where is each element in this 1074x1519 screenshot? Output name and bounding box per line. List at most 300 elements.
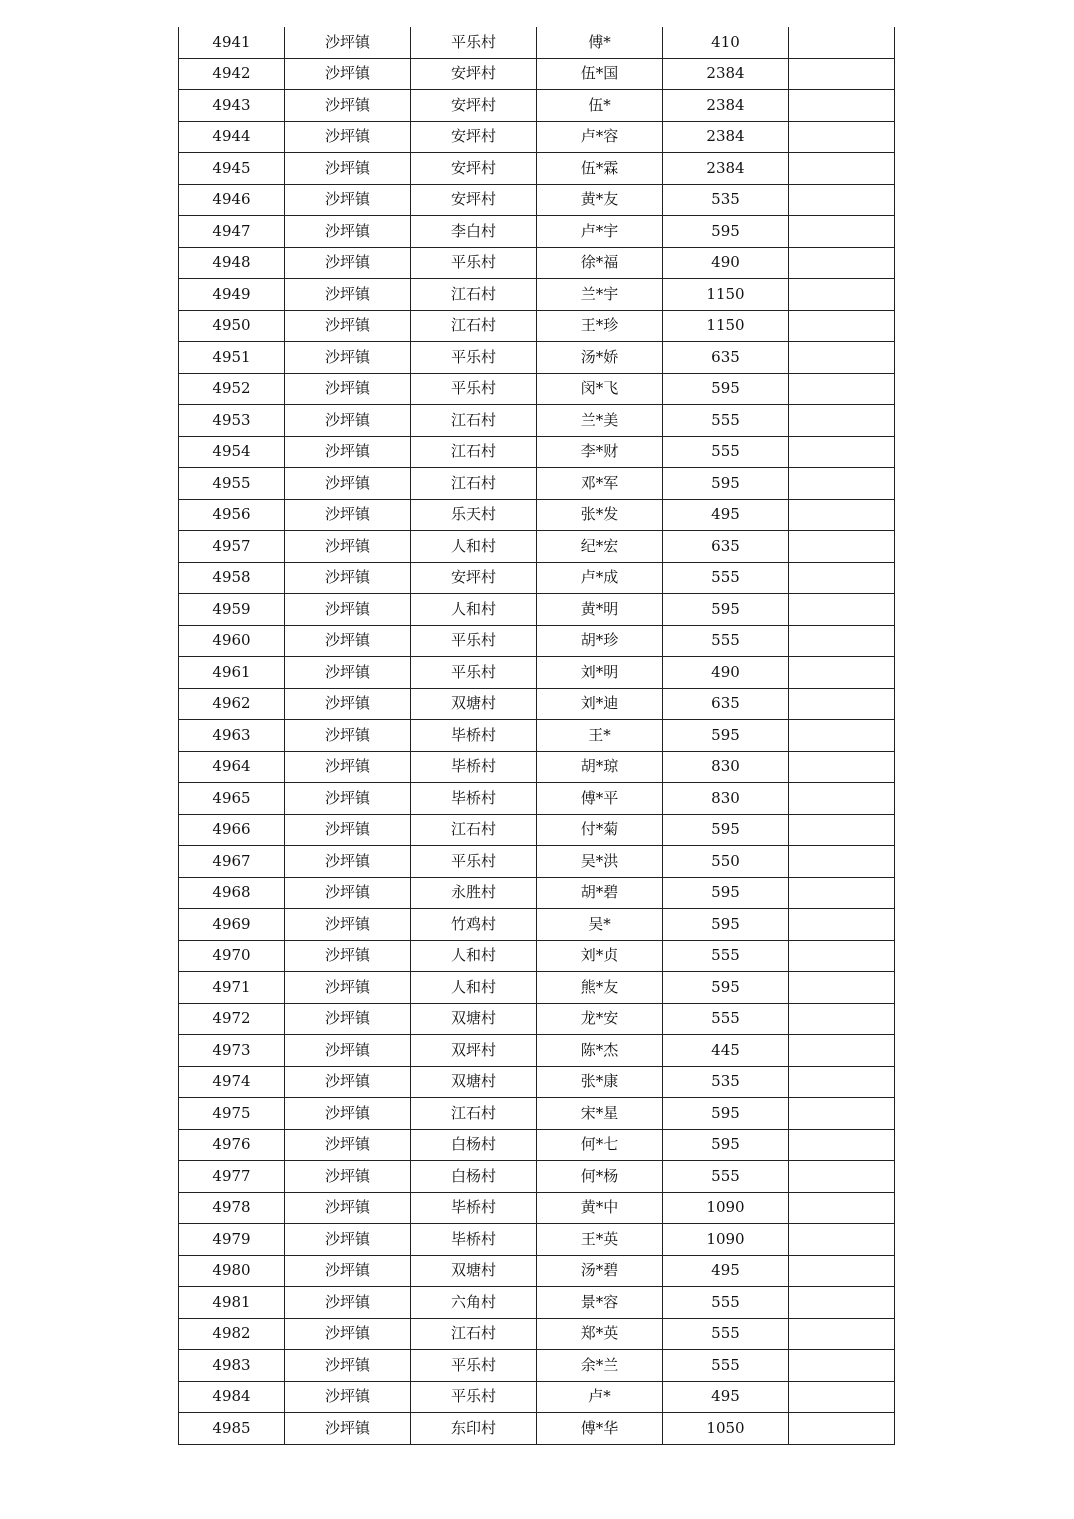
cell-serial-number: 4959 xyxy=(179,594,285,626)
cell-amount: 495 xyxy=(663,1381,789,1413)
cell-village: 毕桥村 xyxy=(411,720,537,752)
cell-note xyxy=(789,1035,895,1067)
cell-town: 沙坪镇 xyxy=(285,657,411,689)
cell-person-name: 吴* xyxy=(537,909,663,941)
cell-person-name: 何*杨 xyxy=(537,1161,663,1193)
cell-person-name: 纪*宏 xyxy=(537,531,663,563)
cell-note xyxy=(789,814,895,846)
cell-town: 沙坪镇 xyxy=(285,216,411,248)
cell-note xyxy=(789,373,895,405)
cell-village: 安坪村 xyxy=(411,90,537,122)
cell-serial-number: 4971 xyxy=(179,972,285,1004)
cell-town: 沙坪镇 xyxy=(285,972,411,1004)
cell-serial-number: 4944 xyxy=(179,121,285,153)
cell-serial-number: 4964 xyxy=(179,751,285,783)
cell-amount: 1050 xyxy=(663,1413,789,1445)
table-row xyxy=(179,1129,895,1161)
table-row xyxy=(179,342,895,374)
cell-village: 人和村 xyxy=(411,940,537,972)
data-table xyxy=(178,27,895,1445)
cell-note xyxy=(789,688,895,720)
cell-note xyxy=(789,468,895,500)
cell-note xyxy=(789,499,895,531)
cell-serial-number: 4962 xyxy=(179,688,285,720)
cell-serial-number: 4951 xyxy=(179,342,285,374)
cell-person-name: 卢* xyxy=(537,1381,663,1413)
cell-village: 江石村 xyxy=(411,1318,537,1350)
cell-town: 沙坪镇 xyxy=(285,751,411,783)
cell-amount: 535 xyxy=(663,1066,789,1098)
cell-person-name: 兰*宇 xyxy=(537,279,663,311)
cell-note xyxy=(789,90,895,122)
cell-village: 双塘村 xyxy=(411,1255,537,1287)
table-row xyxy=(179,909,895,941)
cell-town: 沙坪镇 xyxy=(285,279,411,311)
table-row xyxy=(179,279,895,311)
cell-town: 沙坪镇 xyxy=(285,1224,411,1256)
cell-note xyxy=(789,1413,895,1445)
cell-note xyxy=(789,436,895,468)
cell-town: 沙坪镇 xyxy=(285,1035,411,1067)
cell-village: 人和村 xyxy=(411,594,537,626)
cell-note xyxy=(789,1098,895,1130)
cell-serial-number: 4974 xyxy=(179,1066,285,1098)
cell-person-name: 刘*迪 xyxy=(537,688,663,720)
cell-note xyxy=(789,310,895,342)
cell-amount: 2384 xyxy=(663,121,789,153)
table-row xyxy=(179,751,895,783)
cell-serial-number: 4968 xyxy=(179,877,285,909)
cell-amount: 595 xyxy=(663,972,789,1004)
cell-serial-number: 4942 xyxy=(179,58,285,90)
cell-serial-number: 4976 xyxy=(179,1129,285,1161)
cell-serial-number: 4946 xyxy=(179,184,285,216)
cell-serial-number: 4945 xyxy=(179,153,285,185)
cell-town: 沙坪镇 xyxy=(285,1161,411,1193)
cell-town: 沙坪镇 xyxy=(285,531,411,563)
cell-village: 双塘村 xyxy=(411,1066,537,1098)
table-row xyxy=(179,720,895,752)
table-row xyxy=(179,216,895,248)
cell-person-name: 傅* xyxy=(537,27,663,58)
cell-village: 平乐村 xyxy=(411,373,537,405)
cell-person-name: 何*七 xyxy=(537,1129,663,1161)
table-row xyxy=(179,562,895,594)
cell-amount: 595 xyxy=(663,594,789,626)
cell-village: 安坪村 xyxy=(411,184,537,216)
cell-amount: 555 xyxy=(663,562,789,594)
cell-village: 平乐村 xyxy=(411,1350,537,1382)
cell-town: 沙坪镇 xyxy=(285,846,411,878)
cell-serial-number: 4966 xyxy=(179,814,285,846)
cell-serial-number: 4958 xyxy=(179,562,285,594)
cell-village: 双塘村 xyxy=(411,1003,537,1035)
cell-amount: 1090 xyxy=(663,1224,789,1256)
cell-amount: 2384 xyxy=(663,90,789,122)
cell-note xyxy=(789,751,895,783)
cell-town: 沙坪镇 xyxy=(285,562,411,594)
cell-serial-number: 4949 xyxy=(179,279,285,311)
table-row xyxy=(179,1255,895,1287)
cell-village: 江石村 xyxy=(411,436,537,468)
cell-note xyxy=(789,1287,895,1319)
table-row xyxy=(179,310,895,342)
table-row xyxy=(179,594,895,626)
cell-person-name: 黄*中 xyxy=(537,1192,663,1224)
cell-note xyxy=(789,877,895,909)
cell-town: 沙坪镇 xyxy=(285,405,411,437)
cell-note xyxy=(789,783,895,815)
cell-village: 安坪村 xyxy=(411,58,537,90)
cell-village: 双塘村 xyxy=(411,688,537,720)
table-row xyxy=(179,940,895,972)
cell-amount: 595 xyxy=(663,909,789,941)
cell-amount: 635 xyxy=(663,531,789,563)
cell-serial-number: 4982 xyxy=(179,1318,285,1350)
cell-town: 沙坪镇 xyxy=(285,1413,411,1445)
cell-town: 沙坪镇 xyxy=(285,121,411,153)
cell-person-name: 李*财 xyxy=(537,436,663,468)
cell-amount: 2384 xyxy=(663,58,789,90)
cell-village: 人和村 xyxy=(411,972,537,1004)
cell-village: 江石村 xyxy=(411,310,537,342)
cell-town: 沙坪镇 xyxy=(285,90,411,122)
cell-town: 沙坪镇 xyxy=(285,909,411,941)
cell-amount: 1150 xyxy=(663,279,789,311)
table-row xyxy=(179,58,895,90)
cell-town: 沙坪镇 xyxy=(285,1003,411,1035)
cell-serial-number: 4979 xyxy=(179,1224,285,1256)
cell-person-name: 卢*容 xyxy=(537,121,663,153)
cell-amount: 595 xyxy=(663,373,789,405)
cell-village: 永胜村 xyxy=(411,877,537,909)
cell-amount: 1150 xyxy=(663,310,789,342)
cell-town: 沙坪镇 xyxy=(285,1192,411,1224)
cell-person-name: 胡*琼 xyxy=(537,751,663,783)
cell-serial-number: 4954 xyxy=(179,436,285,468)
cell-amount: 555 xyxy=(663,940,789,972)
cell-note xyxy=(789,247,895,279)
table-row xyxy=(179,247,895,279)
cell-person-name: 伍*霖 xyxy=(537,153,663,185)
cell-note xyxy=(789,562,895,594)
cell-person-name: 王* xyxy=(537,720,663,752)
cell-person-name: 张*发 xyxy=(537,499,663,531)
cell-amount: 410 xyxy=(663,27,789,58)
cell-person-name: 郑*英 xyxy=(537,1318,663,1350)
cell-note xyxy=(789,279,895,311)
cell-serial-number: 4983 xyxy=(179,1350,285,1382)
cell-serial-number: 4981 xyxy=(179,1287,285,1319)
table-row xyxy=(179,972,895,1004)
cell-town: 沙坪镇 xyxy=(285,1255,411,1287)
cell-village: 双坪村 xyxy=(411,1035,537,1067)
cell-village: 江石村 xyxy=(411,814,537,846)
cell-serial-number: 4952 xyxy=(179,373,285,405)
cell-person-name: 胡*珍 xyxy=(537,625,663,657)
cell-serial-number: 4943 xyxy=(179,90,285,122)
cell-amount: 595 xyxy=(663,468,789,500)
cell-person-name: 徐*福 xyxy=(537,247,663,279)
table-row xyxy=(179,405,895,437)
cell-person-name: 汤*碧 xyxy=(537,1255,663,1287)
cell-town: 沙坪镇 xyxy=(285,27,411,58)
cell-village: 人和村 xyxy=(411,531,537,563)
cell-serial-number: 4973 xyxy=(179,1035,285,1067)
table-row xyxy=(179,499,895,531)
table-row xyxy=(179,877,895,909)
cell-amount: 490 xyxy=(663,657,789,689)
cell-town: 沙坪镇 xyxy=(285,688,411,720)
cell-note xyxy=(789,1318,895,1350)
cell-village: 平乐村 xyxy=(411,1381,537,1413)
cell-note xyxy=(789,1192,895,1224)
cell-note xyxy=(789,1161,895,1193)
table-row xyxy=(179,1224,895,1256)
cell-town: 沙坪镇 xyxy=(285,594,411,626)
cell-village: 平乐村 xyxy=(411,625,537,657)
cell-village: 乐天村 xyxy=(411,499,537,531)
cell-amount: 550 xyxy=(663,846,789,878)
table-row xyxy=(179,1066,895,1098)
cell-village: 毕桥村 xyxy=(411,751,537,783)
cell-amount: 595 xyxy=(663,1129,789,1161)
table-row xyxy=(179,1413,895,1445)
cell-village: 江石村 xyxy=(411,1098,537,1130)
cell-amount: 555 xyxy=(663,1318,789,1350)
cell-village: 白杨村 xyxy=(411,1161,537,1193)
cell-amount: 595 xyxy=(663,814,789,846)
cell-serial-number: 4955 xyxy=(179,468,285,500)
cell-amount: 555 xyxy=(663,436,789,468)
table-row xyxy=(179,625,895,657)
table-row xyxy=(179,1003,895,1035)
cell-person-name: 龙*安 xyxy=(537,1003,663,1035)
table-row xyxy=(179,688,895,720)
cell-amount: 1090 xyxy=(663,1192,789,1224)
cell-amount: 535 xyxy=(663,184,789,216)
cell-village: 平乐村 xyxy=(411,342,537,374)
cell-note xyxy=(789,531,895,563)
cell-note xyxy=(789,153,895,185)
cell-town: 沙坪镇 xyxy=(285,877,411,909)
table-row xyxy=(179,1192,895,1224)
cell-person-name: 黄*明 xyxy=(537,594,663,626)
cell-serial-number: 4977 xyxy=(179,1161,285,1193)
cell-amount: 595 xyxy=(663,216,789,248)
cell-note xyxy=(789,121,895,153)
cell-amount: 495 xyxy=(663,1255,789,1287)
cell-person-name: 付*菊 xyxy=(537,814,663,846)
cell-town: 沙坪镇 xyxy=(285,940,411,972)
cell-note xyxy=(789,1129,895,1161)
table-row xyxy=(179,121,895,153)
cell-person-name: 刘*贞 xyxy=(537,940,663,972)
table-row xyxy=(179,1381,895,1413)
cell-person-name: 余*兰 xyxy=(537,1350,663,1382)
cell-person-name: 王*珍 xyxy=(537,310,663,342)
table-row xyxy=(179,27,895,58)
cell-town: 沙坪镇 xyxy=(285,310,411,342)
cell-serial-number: 4984 xyxy=(179,1381,285,1413)
cell-note xyxy=(789,594,895,626)
cell-town: 沙坪镇 xyxy=(285,1381,411,1413)
cell-note xyxy=(789,1350,895,1382)
cell-amount: 555 xyxy=(663,1003,789,1035)
table-body xyxy=(179,27,895,1444)
cell-amount: 555 xyxy=(663,1161,789,1193)
cell-note xyxy=(789,1224,895,1256)
cell-person-name: 黄*友 xyxy=(537,184,663,216)
cell-village: 江石村 xyxy=(411,279,537,311)
table-row xyxy=(179,1035,895,1067)
cell-town: 沙坪镇 xyxy=(285,1098,411,1130)
cell-note xyxy=(789,405,895,437)
cell-note xyxy=(789,657,895,689)
cell-town: 沙坪镇 xyxy=(285,468,411,500)
table-row xyxy=(179,1318,895,1350)
cell-person-name: 伍*国 xyxy=(537,58,663,90)
cell-amount: 595 xyxy=(663,877,789,909)
cell-person-name: 刘*明 xyxy=(537,657,663,689)
cell-town: 沙坪镇 xyxy=(285,58,411,90)
cell-village: 毕桥村 xyxy=(411,783,537,815)
table-row xyxy=(179,1161,895,1193)
cell-note xyxy=(789,216,895,248)
cell-town: 沙坪镇 xyxy=(285,1129,411,1161)
cell-person-name: 吴*洪 xyxy=(537,846,663,878)
cell-village: 平乐村 xyxy=(411,27,537,58)
cell-village: 李白村 xyxy=(411,216,537,248)
cell-note xyxy=(789,58,895,90)
cell-serial-number: 4969 xyxy=(179,909,285,941)
cell-village: 江石村 xyxy=(411,468,537,500)
cell-amount: 555 xyxy=(663,1350,789,1382)
table-row xyxy=(179,814,895,846)
cell-serial-number: 4960 xyxy=(179,625,285,657)
cell-note xyxy=(789,1066,895,1098)
cell-amount: 635 xyxy=(663,342,789,374)
cell-amount: 555 xyxy=(663,405,789,437)
cell-serial-number: 4941 xyxy=(179,27,285,58)
cell-note xyxy=(789,720,895,752)
cell-amount: 2384 xyxy=(663,153,789,185)
cell-village: 平乐村 xyxy=(411,247,537,279)
cell-town: 沙坪镇 xyxy=(285,436,411,468)
cell-town: 沙坪镇 xyxy=(285,814,411,846)
cell-serial-number: 4948 xyxy=(179,247,285,279)
cell-serial-number: 4980 xyxy=(179,1255,285,1287)
cell-village: 毕桥村 xyxy=(411,1192,537,1224)
cell-town: 沙坪镇 xyxy=(285,1350,411,1382)
cell-note xyxy=(789,27,895,58)
cell-serial-number: 4975 xyxy=(179,1098,285,1130)
cell-note xyxy=(789,1381,895,1413)
table-row xyxy=(179,436,895,468)
cell-town: 沙坪镇 xyxy=(285,720,411,752)
cell-amount: 490 xyxy=(663,247,789,279)
cell-serial-number: 4970 xyxy=(179,940,285,972)
table-row xyxy=(179,468,895,500)
cell-village: 平乐村 xyxy=(411,846,537,878)
cell-town: 沙坪镇 xyxy=(285,783,411,815)
cell-person-name: 伍* xyxy=(537,90,663,122)
cell-note xyxy=(789,940,895,972)
cell-village: 六角村 xyxy=(411,1287,537,1319)
cell-town: 沙坪镇 xyxy=(285,625,411,657)
cell-note xyxy=(789,1255,895,1287)
cell-town: 沙坪镇 xyxy=(285,373,411,405)
cell-person-name: 陈*杰 xyxy=(537,1035,663,1067)
cell-note xyxy=(789,184,895,216)
cell-person-name: 卢*宇 xyxy=(537,216,663,248)
cell-person-name: 熊*友 xyxy=(537,972,663,1004)
cell-note xyxy=(789,342,895,374)
cell-person-name: 汤*娇 xyxy=(537,342,663,374)
cell-amount: 445 xyxy=(663,1035,789,1067)
cell-person-name: 景*容 xyxy=(537,1287,663,1319)
cell-amount: 595 xyxy=(663,1098,789,1130)
table-row xyxy=(179,184,895,216)
cell-note xyxy=(789,972,895,1004)
cell-person-name: 卢*成 xyxy=(537,562,663,594)
cell-person-name: 傅*平 xyxy=(537,783,663,815)
cell-town: 沙坪镇 xyxy=(285,153,411,185)
cell-amount: 555 xyxy=(663,625,789,657)
cell-person-name: 闵*飞 xyxy=(537,373,663,405)
cell-note xyxy=(789,909,895,941)
table-row xyxy=(179,90,895,122)
cell-person-name: 兰*美 xyxy=(537,405,663,437)
cell-village: 毕桥村 xyxy=(411,1224,537,1256)
table-row xyxy=(179,1350,895,1382)
cell-village: 平乐村 xyxy=(411,657,537,689)
cell-amount: 830 xyxy=(663,751,789,783)
cell-serial-number: 4963 xyxy=(179,720,285,752)
cell-village: 竹鸡村 xyxy=(411,909,537,941)
cell-amount: 635 xyxy=(663,688,789,720)
cell-village: 安坪村 xyxy=(411,121,537,153)
cell-serial-number: 4957 xyxy=(179,531,285,563)
table-row xyxy=(179,1098,895,1130)
cell-town: 沙坪镇 xyxy=(285,499,411,531)
cell-serial-number: 4965 xyxy=(179,783,285,815)
cell-serial-number: 4950 xyxy=(179,310,285,342)
cell-village: 江石村 xyxy=(411,405,537,437)
cell-note xyxy=(789,625,895,657)
cell-serial-number: 4978 xyxy=(179,1192,285,1224)
cell-amount: 830 xyxy=(663,783,789,815)
table-row xyxy=(179,783,895,815)
cell-village: 白杨村 xyxy=(411,1129,537,1161)
table-row xyxy=(179,373,895,405)
cell-amount: 555 xyxy=(663,1287,789,1319)
cell-note xyxy=(789,846,895,878)
cell-serial-number: 4953 xyxy=(179,405,285,437)
cell-person-name: 邓*军 xyxy=(537,468,663,500)
cell-person-name: 王*英 xyxy=(537,1224,663,1256)
table-row xyxy=(179,153,895,185)
cell-village: 安坪村 xyxy=(411,562,537,594)
table-row xyxy=(179,1287,895,1319)
cell-serial-number: 4972 xyxy=(179,1003,285,1035)
table-row xyxy=(179,846,895,878)
cell-village: 安坪村 xyxy=(411,153,537,185)
cell-serial-number: 4956 xyxy=(179,499,285,531)
cell-village: 东印村 xyxy=(411,1413,537,1445)
cell-amount: 595 xyxy=(663,720,789,752)
cell-town: 沙坪镇 xyxy=(285,184,411,216)
